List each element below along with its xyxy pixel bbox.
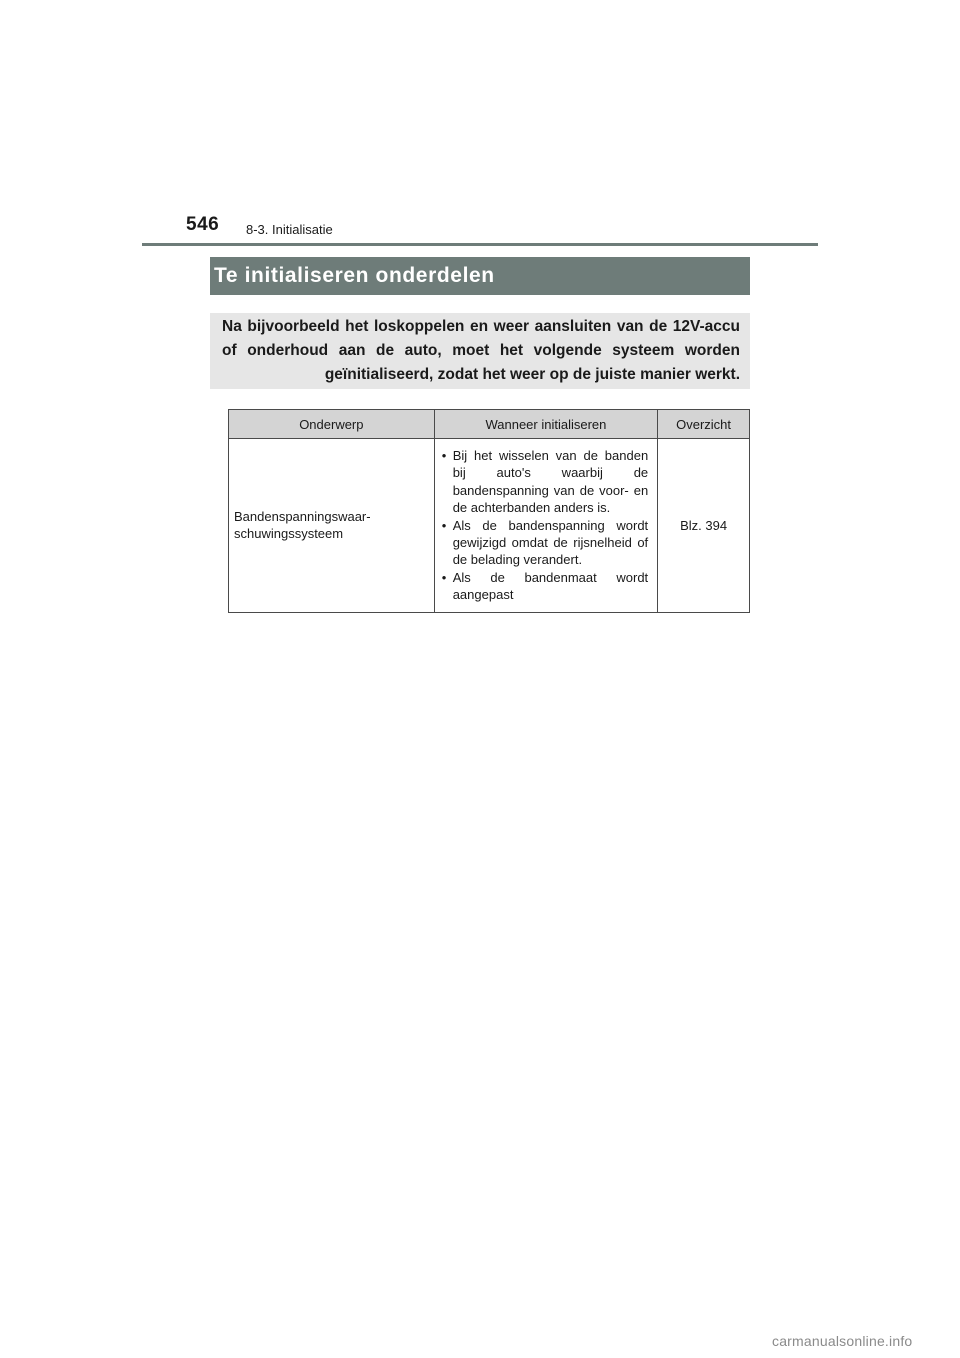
bullet-icon: • bbox=[441, 517, 447, 533]
page-reference-link[interactable]: Blz. 394 bbox=[680, 517, 728, 533]
section-header bbox=[210, 257, 750, 295]
table-header-row bbox=[229, 410, 750, 439]
page-number: 546 bbox=[186, 214, 220, 235]
header-subject: Onderwerp bbox=[229, 410, 435, 439]
section-title: Te initialiseren onderdelen bbox=[214, 264, 495, 287]
cell-when bbox=[434, 439, 657, 613]
cell-overview bbox=[658, 439, 750, 613]
bullet-icon: • bbox=[441, 448, 447, 463]
header-when: Wanneer initialiseren bbox=[434, 410, 657, 439]
list-item bbox=[442, 569, 648, 604]
when-list bbox=[442, 447, 648, 604]
table-row bbox=[229, 439, 750, 613]
list-item bbox=[442, 447, 648, 517]
header-rule bbox=[142, 243, 818, 246]
when-item-text: Bij het wisselen van de banden bij auto's waarbij de bandenspanning van de voor- en de achterbanden anders is. bbox=[452, 448, 649, 516]
chapter-title: 8-3. Initialisatie bbox=[246, 222, 333, 237]
header-overview: Overzicht bbox=[658, 410, 750, 439]
cell-subject bbox=[229, 439, 435, 613]
when-item-text: Als de bandenspanning wordt gewijzigd omdat de rijsnelheid of de belading verandert. bbox=[452, 517, 649, 568]
watermark: carmanualsonline.info bbox=[772, 1333, 913, 1349]
intro-text: Na bijvoorbeeld het loskoppelen en weer aansluiten van de 12V-accu of onderhoud aan de auto, moet het volgende systeem worden geïnitialiseerd, zodat het weer op de juiste manier werkt. bbox=[222, 318, 740, 383]
list-item bbox=[442, 517, 648, 569]
when-item-text: Als de bandenmaat wordt aangepast bbox=[452, 569, 649, 603]
intro-box bbox=[210, 313, 750, 389]
bullet-icon: • bbox=[441, 569, 447, 585]
subject-text: Bandenspanningswaar-schuwingssysteem bbox=[234, 508, 371, 542]
initialization-table bbox=[228, 409, 750, 613]
